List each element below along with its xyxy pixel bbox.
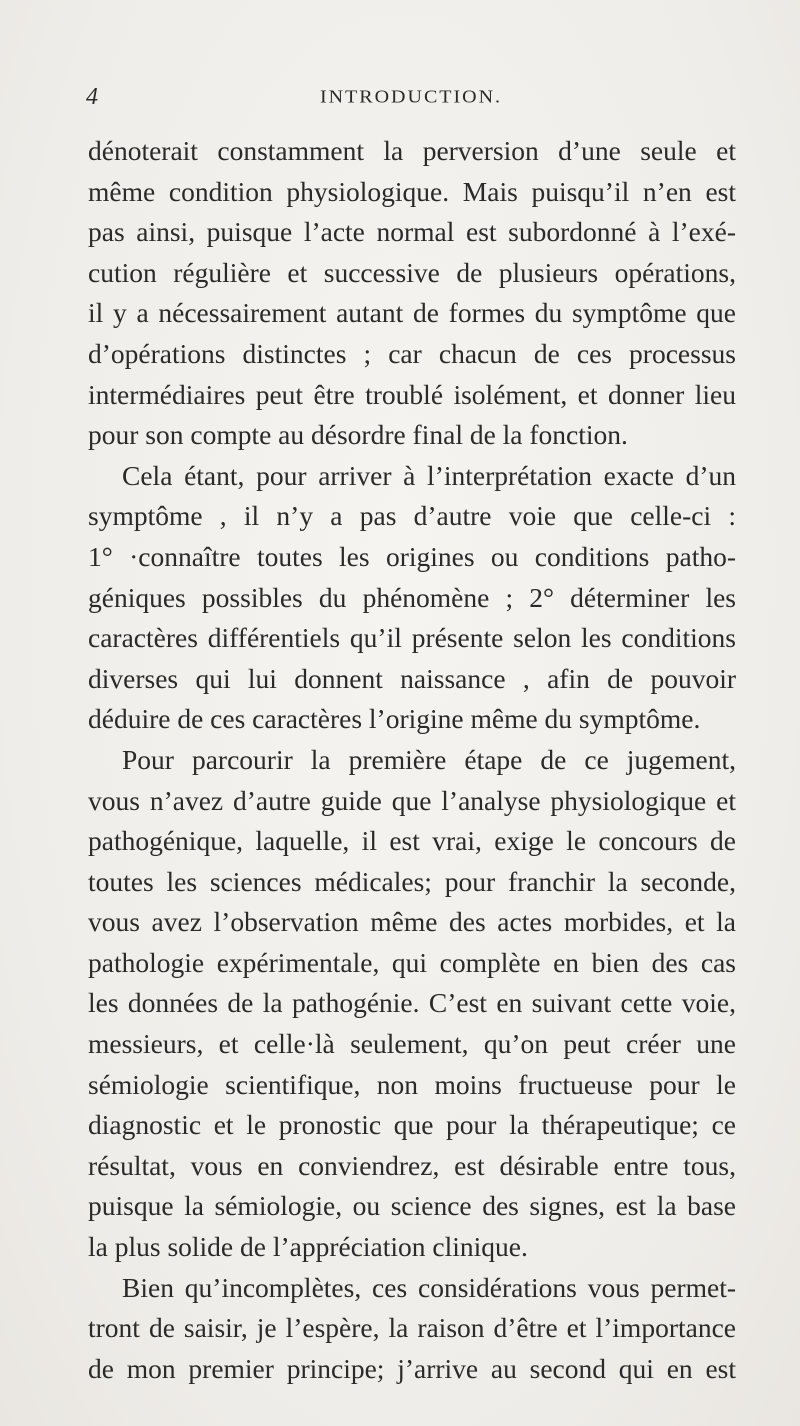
text-line: déduire de ces caractères l’origine même du symptôme.	[88, 703, 701, 735]
text-line: Cela étant, pour arriver à l’interprétation exacte d’un	[122, 459, 736, 491]
text-line: puisque la sémiologie, ou science des signes, est la base	[88, 1190, 736, 1222]
page-header	[86, 84, 736, 114]
text-line: 1° ·connaître toutes les origines ou conditions patho-	[88, 540, 736, 572]
text-line: diverses qui lui donnent naissance , afin de pouvoir	[88, 662, 736, 694]
page-number: 4	[86, 84, 98, 110]
text-line: la plus solide de l’appréciation clinique.	[88, 1231, 528, 1263]
text-line: toutes les sciences médicales; pour franchir la seconde,	[88, 865, 736, 897]
text-line: d’opérations distinctes ; car chacun de ces processus	[88, 337, 736, 369]
running-title: INTRODUCTION.	[319, 86, 503, 108]
text-line: pour son compte au désordre final de la fonction.	[88, 419, 628, 451]
text-line: résultat, vous en conviendrez, est désirable entre tous,	[88, 1149, 736, 1181]
text-line: cution régulière et successive de plusieurs opérations,	[88, 256, 736, 288]
text-line: de mon premier principe; j’arrive au second qui en est	[88, 1352, 736, 1384]
text-line: géniques possibles du phénomène ; 2° déterminer les	[88, 581, 736, 613]
text-line: messieurs, et celle·là seulement, qu’on peut créer une	[88, 1028, 736, 1060]
text-line: pathologie expérimentale, qui complète en bien des cas	[88, 946, 736, 978]
text-line: Bien qu’incomplètes, ces considérations vous permet-	[122, 1271, 736, 1303]
text-line: même condition physiologique. Mais puisqu’il n’en est	[88, 175, 736, 207]
body-text	[88, 131, 736, 1389]
text-line: tront de saisir, je l’espère, la raison d’être et l’importance	[88, 1312, 736, 1344]
text-line: symptôme , il n’y a pas d’autre voie que celle-ci :	[88, 500, 736, 532]
text-line: vous avez l’observation même des actes morbides, et la	[88, 906, 736, 938]
text-line: diagnostic et le pronostic que pour la thérapeutique; ce	[88, 1109, 736, 1141]
text-line: caractères différentiels qu’il présente selon les conditions	[88, 622, 736, 654]
text-line: les données de la pathogénie. C’est en suivant cette voie,	[88, 987, 736, 1019]
text-line: dénoterait constamment la perversion d’une seule et	[88, 135, 736, 166]
text-line: intermédiaires peut être troublé isolément, et donner lieu	[88, 378, 736, 410]
text-line: sémiologie scientifique, non moins fructueuse pour le	[88, 1068, 736, 1100]
text-line: Pour parcourir la première étape de ce jugement,	[122, 743, 736, 775]
text-line: vous n’avez d’autre guide que l’analyse physiologique et	[88, 784, 736, 816]
text-line: pathogénique, laquelle, il est vrai, exige le concours de	[88, 825, 736, 857]
text-line: pas ainsi, puisque l’acte normal est subordonné à l’exé-	[88, 216, 736, 248]
text-line: il y a nécessairement autant de formes du symptôme que	[88, 297, 736, 329]
